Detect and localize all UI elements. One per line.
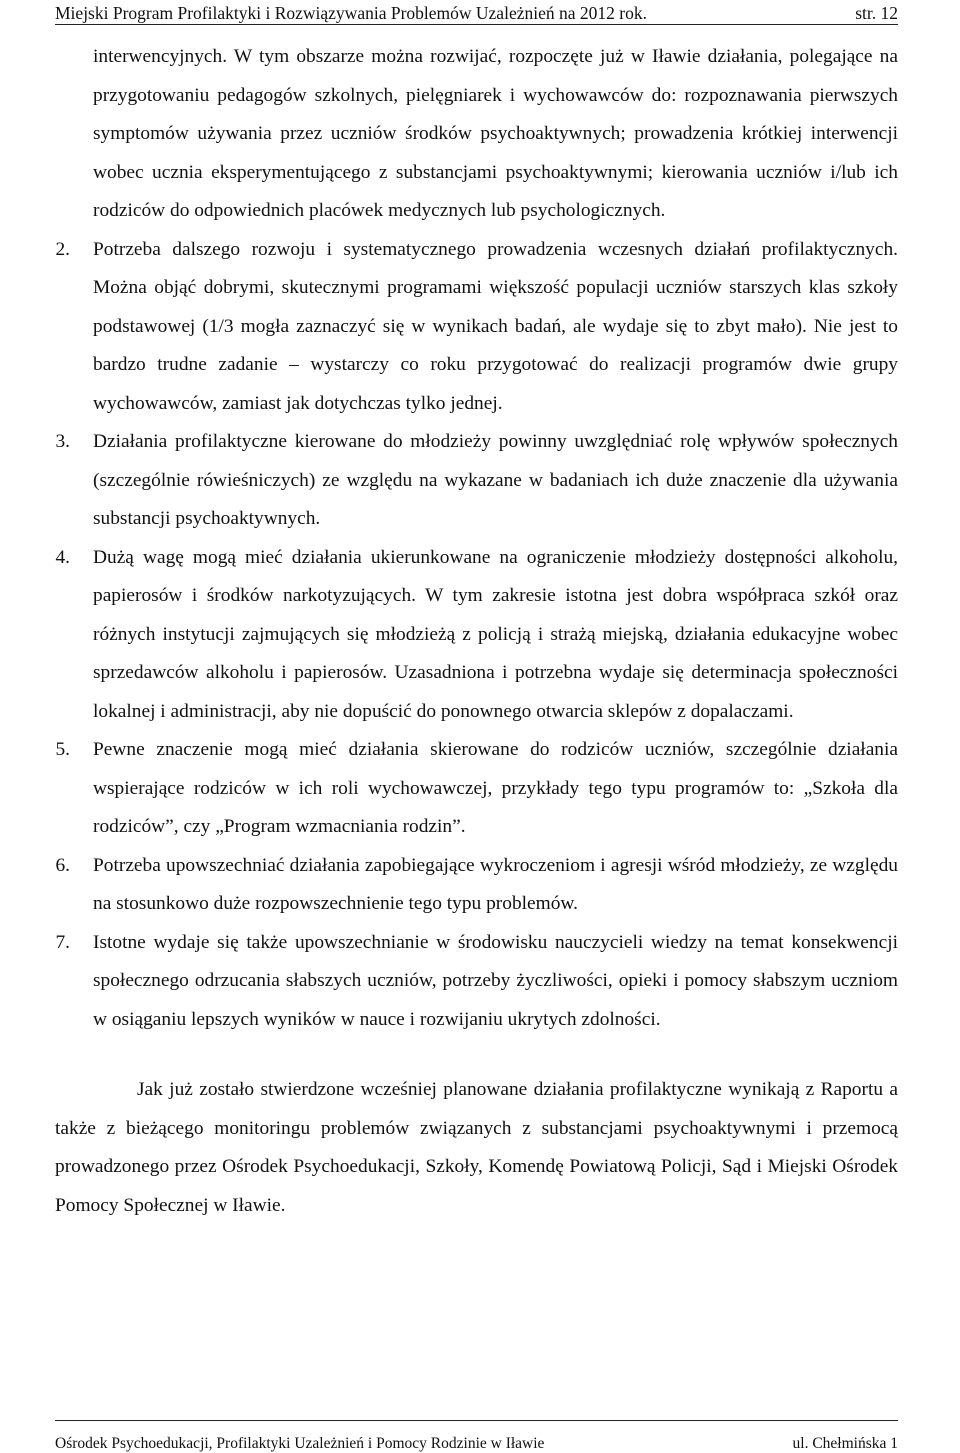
list-item-text: Potrzeba dalszego rozwoju i systematycznego prowadzenia wczesnych działań profilaktycznych. Można objąć dobrymi, skutecznymi programami większość populacji uczniów starszych klas szkoły podstawowej (1/3 mogła zaznaczyć się w wynikach badań, ale wydaje się to zbyt mało). Nie jest to bardzo trudne zadanie – wystarczy co roku przygotować do realizacji programów dwie grupy wychowawców, zamiast jak dotychczas tylko jednej. (93, 238, 898, 414)
list-item-number: 7. (55, 931, 70, 953)
list-item-number: 5. (55, 739, 70, 760)
list-item-number: 4. (55, 546, 70, 568)
document-body (0, 38, 898, 1225)
page-header (55, 0, 898, 25)
list-item (0, 539, 898, 732)
list-item-text: Pewne znaczenie mogą mieć działania skierowane do rodziców uczniów, szczególnie działania wspierające rodziców w ich roli wychowawczej, przykłady tego typu programów to: „Szkoła dla rodziców”, czy „Program wzmacniania rodzin”. (93, 739, 898, 837)
footer-organization: Ośrodek Psychoedukacji, Profilaktyki Uzależnień i Pomocy Rodzinie w Iławie (55, 1435, 545, 1452)
page-number: str. 12 (855, 3, 898, 23)
recommendations-list (0, 231, 898, 1040)
list-item-text: Działania profilaktyczne kierowane do młodzieży powinny uwzględniać rolę wpływów społecznych (szczególnie rówieśniczych) ze względu na wykazane w badaniach ich duże znaczenie dla używania substancji psychoaktywnych. (93, 431, 898, 529)
list-item-text: Potrzeba upowszechniać działania zapobiegające wykroczeniom i agresji wśród młodzieży, ze względu na stosunkowo duże rozpowszechnienie tego typu problemów. (93, 854, 898, 914)
list-item-number: 6. (55, 854, 70, 876)
footer-address: ul. Chełmińska 1 (792, 1435, 898, 1452)
list-item (0, 924, 898, 1040)
list-item (0, 847, 898, 924)
list-item-number: 2. (55, 238, 70, 260)
list-item (0, 423, 898, 539)
list-item (0, 231, 898, 424)
continuation-paragraph: interwencyjnych. W tym obszarze można rozwijać, rozpoczęte już w Iławie działania, polegające na przygotowaniu pedagogów szkolnych, pielęgniarek i wychowawców do: rozpoznawania pierwszych symptomów używania przez uczniów środków psychoaktywnych; prowadzenia krótkiej interwencji wobec ucznia eksperymentującego z substancjami psychoaktywnymi; kierowania uczniów i/lub ich rodziców do odpowiednich placówek medycznych lub psychologicznych. (93, 46, 898, 221)
page-footer (55, 1420, 898, 1453)
list-item (0, 731, 898, 847)
list-item-number: 3. (55, 431, 70, 452)
list-item-text: Dużą wagę mogą mieć działania ukierunkowane na ograniczenie młodzieży dostępności alkoholu, papierosów i środków narkotyzujących. W tym zakresie istotna jest dobra współpraca szkół oraz różnych instytucji zajmujących się młodzieżą z policją i strażą miejską, działania edukacyjne wobec sprzedawców alkoholu i papierosów. Uzasadniona i potrzebna wydaje się determinacja społeczności lokalnej i administracji, aby nie dopuścić do ponownego otwarcia sklepów z dopalaczami. (93, 546, 898, 722)
concluding-paragraph: Jak już zostało stwierdzone wcześniej planowane działania profilaktyczne wynikają z Raportu a także z bieżącego monitoringu problemów związanych z substancjami psychoaktywnymi i przemocą prowadzonego przez Ośrodek Psychoedukacji, Szkoły, Komendę Powiatową Policji, Sąd i Miejski Ośrodek Pomocy Społecznej w Iławie. (55, 1079, 898, 1216)
header-title: Miejski Program Profilaktyki i Rozwiązywania Problemów Uzależnień na 2012 rok. (55, 3, 647, 23)
list-item-text: Istotne wydaje się także upowszechnianie w środowisku nauczycieli wiedzy na temat konsekwencji społecznego odrzucania słabszych uczniów, potrzeby życzliwości, opieki i pomocy słabszym uczniom w osiąganiu lepszych wyników w nauce i rozwijaniu ukrytych zdolności. (93, 931, 898, 1030)
